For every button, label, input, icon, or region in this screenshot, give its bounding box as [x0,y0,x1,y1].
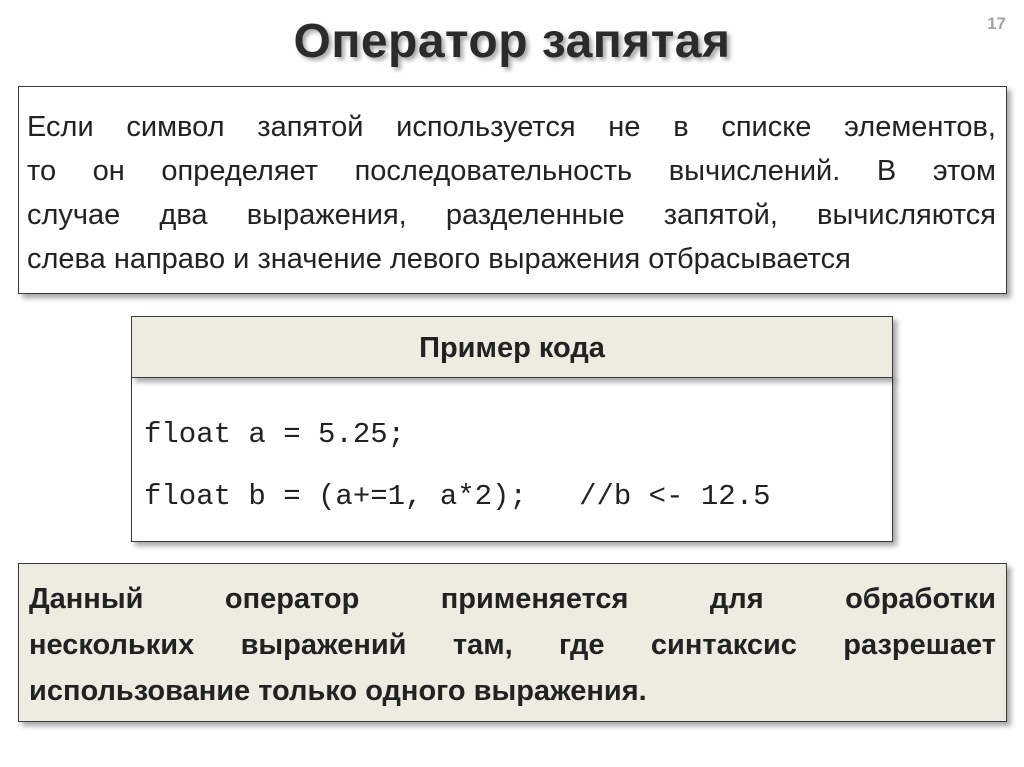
note-line: Данный оператор применяется для обработки [29,583,996,615]
code-line: float a = 5.25; [144,418,406,451]
slide-number: 17 [987,14,1006,33]
code-example-header: Пример кода [131,316,893,378]
description-line: то он определяет последовательность вычислений. В этом [27,155,996,187]
description-line: случае два выражения, разделенные запятой, вычисляются [27,199,996,231]
description-box [18,86,1007,294]
note-box [18,563,1007,722]
note-line: нескольких выражений там, где синтаксис разрешает [29,629,996,661]
description-line: Если символ запятой используется не в списке элементов, [27,111,996,143]
code-line: float b = (a+=1, a*2); //b <- 12.5 [144,480,771,513]
note-line: использование только одного выражения. [29,675,647,707]
slide-title: Оператор запятая [293,15,731,68]
code-example-body [131,376,893,542]
description-line: слева направо и значение левого выражения отбрасывается [27,243,851,275]
